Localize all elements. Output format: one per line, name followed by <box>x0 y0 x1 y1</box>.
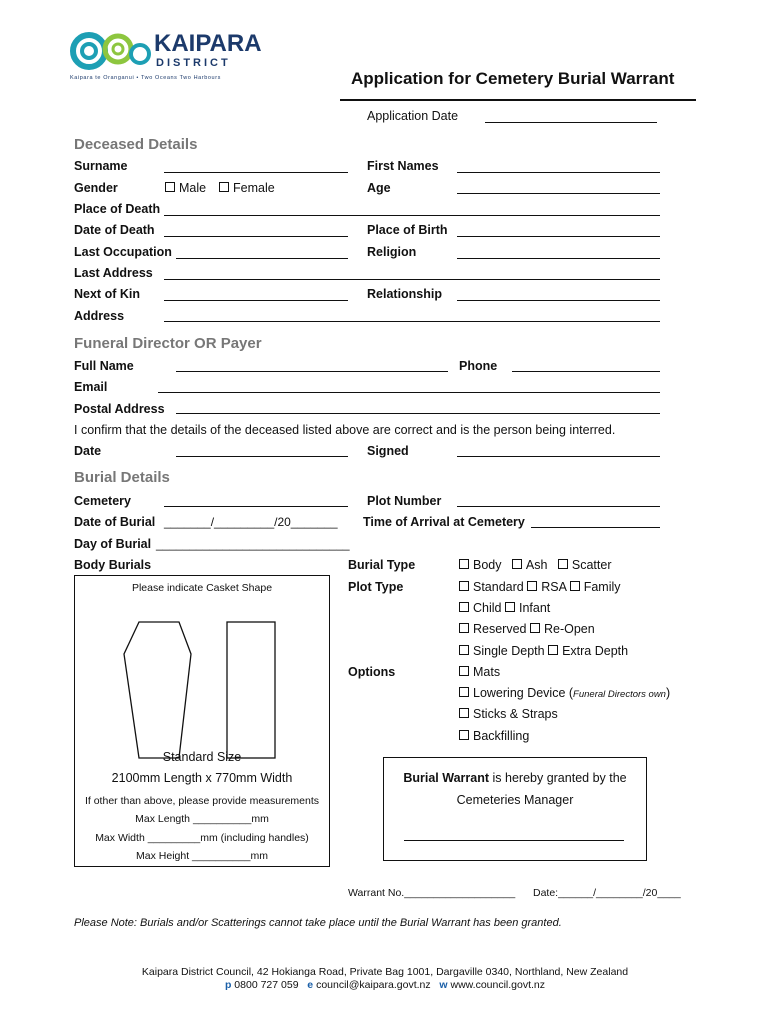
relationship-label: Relationship <box>367 287 443 301</box>
checkbox-icon[interactable] <box>530 623 540 633</box>
title-rule <box>340 99 696 101</box>
phone-label: Phone <box>459 359 498 373</box>
logo-tagline: Kaipara te Oranganui • Two Oceans Two Harbours <box>70 75 222 81</box>
postal-address-label: Postal Address <box>74 402 165 416</box>
postal-address-field[interactable] <box>176 413 660 414</box>
last-address-label: Last Address <box>74 266 153 280</box>
email-prefix: e <box>307 979 314 991</box>
casket-shape-box <box>74 575 330 867</box>
swirl-logo-icon <box>70 32 152 70</box>
place-of-death-field[interactable] <box>164 215 660 216</box>
checkbox-icon[interactable] <box>459 559 469 569</box>
address-field[interactable] <box>164 321 660 322</box>
checkbox-icon[interactable] <box>459 602 469 612</box>
checkbox-icon[interactable] <box>459 581 469 591</box>
max-width-field[interactable]: Max Width _________mm (including handles) <box>95 832 309 844</box>
surname-label: Surname <box>74 159 128 173</box>
burial-note: Please Note: Burials and/or Scatterings cannot take place until the Burial Warrant has been granted. <box>74 917 562 929</box>
gender-label: Gender <box>74 181 118 195</box>
other-measurements-text: If other than above, please provide measurements <box>84 795 320 807</box>
plot-number-label: Plot Number <box>367 494 442 508</box>
max-height-field[interactable]: Max Height __________mm <box>136 850 268 862</box>
logo-name: KAIPARA <box>154 30 262 57</box>
cemetery-label: Cemetery <box>74 494 131 508</box>
casket-shapes[interactable] <box>75 616 329 766</box>
web-prefix: w <box>439 979 448 991</box>
time-of-arrival-field[interactable] <box>531 527 660 528</box>
checkbox-icon[interactable] <box>505 602 515 612</box>
warrant-grant-box <box>383 757 647 861</box>
body-burials-label: Body Burials <box>74 558 152 572</box>
checkbox-icon[interactable] <box>219 182 229 192</box>
footer-website[interactable]: www.council.govt.nz <box>450 979 546 991</box>
date-of-burial-field[interactable]: _______/_________/20_______ <box>164 515 338 529</box>
plot-extra-depth-option[interactable]: Extra Depth <box>548 644 628 658</box>
place-of-birth-label: Place of Birth <box>367 223 448 237</box>
age-label: Age <box>367 181 391 195</box>
logo-district: DISTRICT <box>156 57 231 69</box>
standard-size: Standard Size <box>162 750 242 764</box>
full-name-label: Full Name <box>74 359 134 373</box>
place-of-birth-field[interactable] <box>457 236 660 237</box>
plot-standard-option[interactable]: Standard <box>459 580 524 594</box>
warrant-date-field[interactable]: Date:______/________/20____ <box>533 887 681 899</box>
checkbox-icon[interactable] <box>548 645 558 655</box>
last-address-field[interactable] <box>164 279 660 280</box>
time-of-arrival-label: Time of Arrival at Cemetery <box>363 515 525 529</box>
plot-reserved-option[interactable]: Reserved <box>459 622 527 636</box>
date-of-death-field[interactable] <box>164 236 348 237</box>
date-field[interactable] <box>176 456 348 457</box>
plot-type-row-3 <box>459 622 595 636</box>
phone-field[interactable] <box>512 371 660 372</box>
option-mats[interactable]: Mats <box>459 665 500 679</box>
application-date-label: Application Date <box>367 109 459 123</box>
surname-field[interactable] <box>164 172 348 173</box>
signed-label: Signed <box>367 444 409 458</box>
standard-dimensions: 2100mm Length x 770mm Width <box>111 771 293 785</box>
option-lowering-device[interactable]: Lowering Device (Funeral Directors own) <box>459 686 670 700</box>
casket-rectangle-icon <box>227 622 275 758</box>
religion-field[interactable] <box>457 258 660 259</box>
day-of-burial-label: Day of Burial <box>74 537 152 551</box>
option-sticks-straps[interactable]: Sticks & Straps <box>459 707 558 721</box>
plot-reopen-option[interactable]: Re-Open <box>530 622 595 636</box>
plot-number-field[interactable] <box>457 506 660 507</box>
casket-instruction: Please indicate Casket Shape <box>131 582 273 594</box>
plot-type-label: Plot Type <box>348 580 404 594</box>
form-title: Application for Cemetery Burial Warrant <box>351 69 675 88</box>
phone-prefix: p <box>224 979 232 991</box>
date-label: Date <box>74 444 102 458</box>
last-occupation-field[interactable] <box>176 258 348 259</box>
signed-field[interactable] <box>457 456 660 457</box>
first-names-field[interactable] <box>457 172 660 173</box>
last-occupation-label: Last Occupation <box>74 245 172 259</box>
plot-type-row-2 <box>459 601 550 615</box>
date-of-death-label: Date of Death <box>74 223 155 237</box>
checkbox-icon[interactable] <box>165 182 175 192</box>
burial-type-ash-option[interactable]: Ash <box>512 558 548 572</box>
burial-type-options <box>459 558 612 572</box>
confirm-text: I confirm that the details of the deceased listed above are correct and is the person being interred. <box>74 423 616 437</box>
next-of-kin-field[interactable] <box>164 300 348 301</box>
plot-family-option[interactable]: Family <box>570 580 621 594</box>
date-of-burial-label: Date of Burial <box>74 515 156 529</box>
burial-type-label: Burial Type <box>348 558 416 572</box>
coffin-shape-icon <box>124 622 191 758</box>
checkbox-icon[interactable] <box>558 559 568 569</box>
burial-heading: Burial Details <box>74 469 170 486</box>
cemeteries-manager-text: Cemeteries Manager <box>456 793 574 807</box>
deceased-heading: Deceased Details <box>74 136 198 153</box>
checkbox-icon[interactable] <box>459 687 469 697</box>
footer-contacts <box>0 979 770 991</box>
place-of-death-label: Place of Death <box>74 202 161 216</box>
checkbox-icon[interactable] <box>459 708 469 718</box>
max-length-field[interactable]: Max Length __________mm <box>135 813 269 825</box>
full-name-field[interactable] <box>176 371 448 372</box>
relationship-field[interactable] <box>457 300 660 301</box>
footer-phone[interactable]: 0800 727 059 <box>234 979 299 991</box>
warrant-grant-text: Burial Warrant is hereby granted by the <box>403 771 627 785</box>
footer-email[interactable]: council@kaipara.govt.nz <box>316 979 431 991</box>
footer-address: Kaipara District Council, 42 Hokianga Road, Private Bag 1001, Dargaville 0340, Northland, New Zealand <box>141 966 629 978</box>
plot-rsa-option[interactable]: RSA <box>527 580 566 594</box>
gender-female-option[interactable]: Female <box>219 181 275 195</box>
warrant-number-field[interactable]: Warrant No.___________________ <box>348 887 516 899</box>
plot-single-depth-option[interactable]: Single Depth <box>459 644 545 658</box>
burial-type-body-option[interactable]: Body <box>459 558 502 572</box>
checkbox-icon[interactable] <box>570 581 580 591</box>
checkbox-icon[interactable] <box>459 645 469 655</box>
cemetery-field[interactable] <box>164 506 348 507</box>
first-names-label: First Names <box>367 159 439 173</box>
religion-label: Religion <box>367 245 417 259</box>
options-label: Options <box>348 665 396 679</box>
email-field[interactable] <box>158 392 660 393</box>
burial-type-scatter-option[interactable]: Scatter <box>558 558 612 572</box>
plot-type-row-1 <box>459 580 621 594</box>
checkbox-icon[interactable] <box>459 623 469 633</box>
gender-male-option[interactable]: Male <box>165 181 206 195</box>
plot-child-option[interactable]: Child <box>459 601 502 615</box>
address-label: Address <box>74 309 125 323</box>
application-date-field[interactable] <box>485 122 657 123</box>
checkbox-icon[interactable] <box>459 730 469 740</box>
next-of-kin-label: Next of Kin <box>74 287 140 301</box>
plot-type-row-4 <box>459 644 628 658</box>
plot-infant-option[interactable]: Infant <box>505 601 550 615</box>
manager-signature-field[interactable] <box>404 840 624 841</box>
council-logo <box>70 30 270 85</box>
checkbox-icon[interactable] <box>527 581 537 591</box>
email-label: Email <box>74 380 108 394</box>
option-backfilling[interactable]: Backfilling <box>459 729 529 743</box>
checkbox-icon[interactable] <box>512 559 522 569</box>
checkbox-icon[interactable] <box>459 666 469 676</box>
director-heading: Funeral Director OR Payer <box>74 335 262 352</box>
day-of-burial-field[interactable]: _____________________________ <box>156 537 350 551</box>
age-field[interactable] <box>457 193 660 194</box>
